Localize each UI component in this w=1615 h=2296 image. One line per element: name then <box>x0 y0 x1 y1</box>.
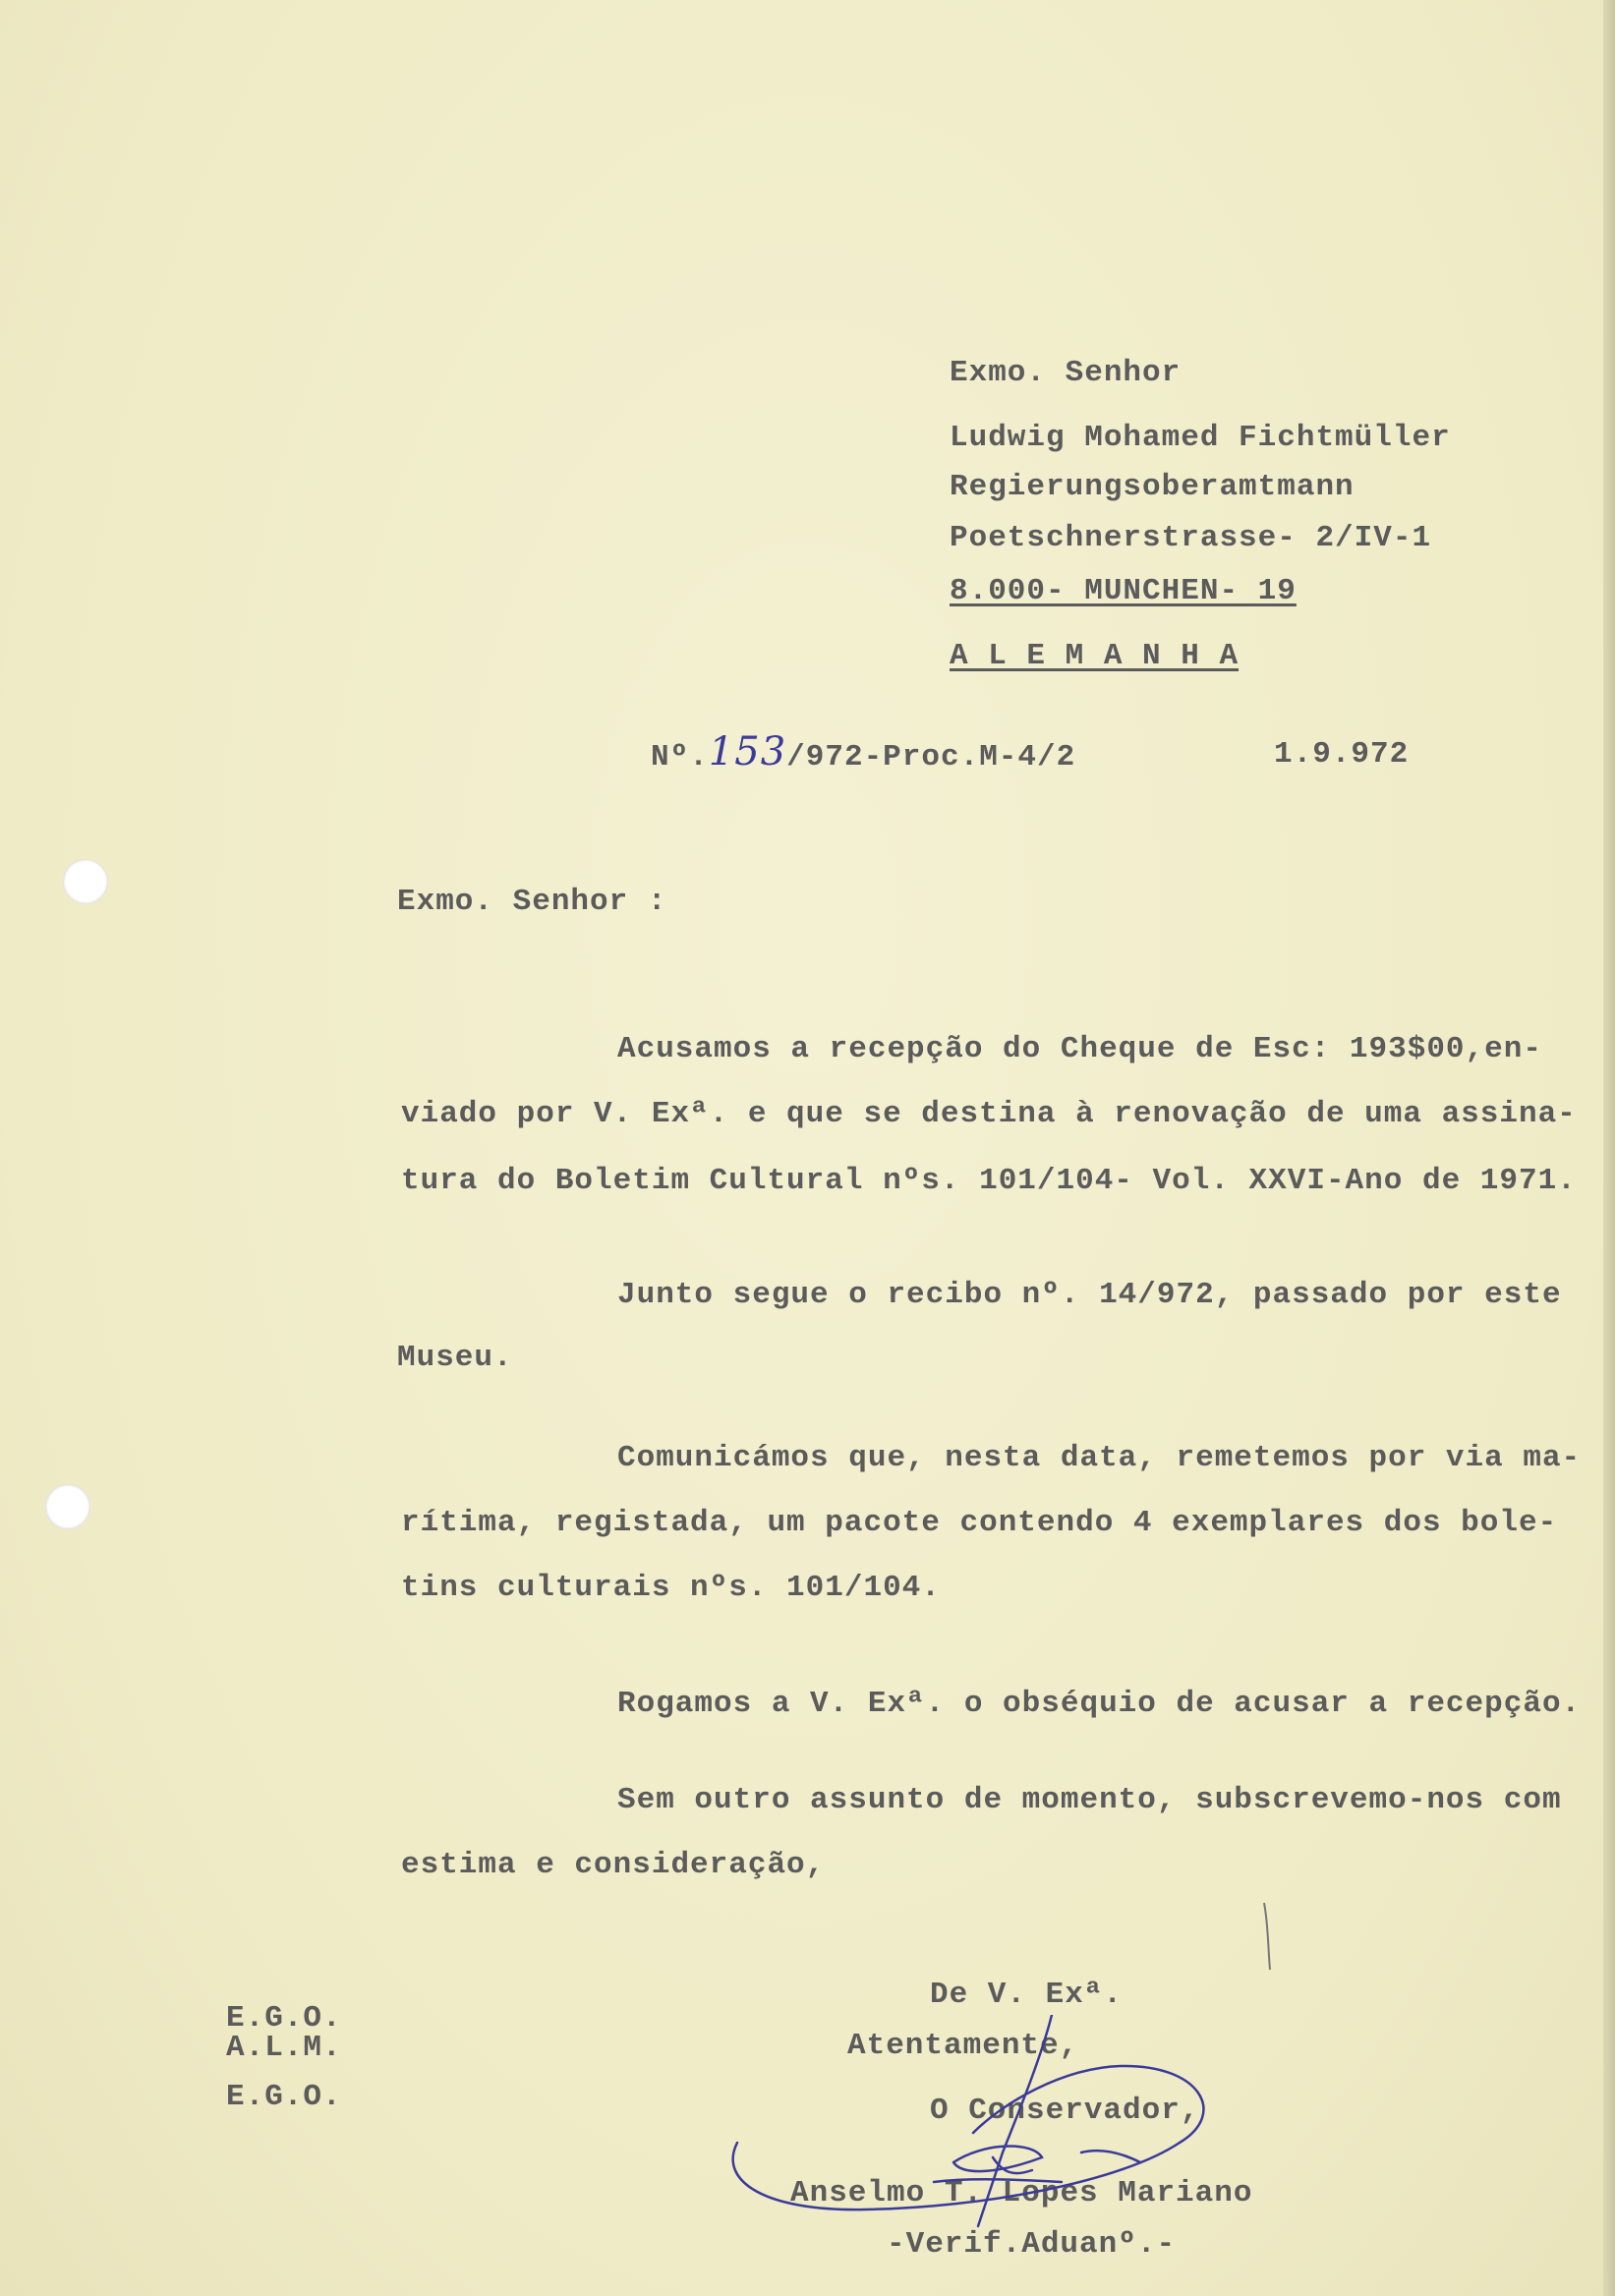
body-line: tura do Boletim Cultural nºs. 101/104- Vol. XXVI-Ano de 1971. <box>401 1164 1577 1198</box>
body-line: viado por V. Exª. e que se destina à renovação de uma assina- <box>401 1097 1577 1131</box>
recipient-street: Poetschnerstrasse- 2/IV-1 <box>950 521 1432 555</box>
closing-line: Atentamente, <box>847 2029 1079 2063</box>
reference-number <box>651 729 1075 775</box>
initials-line: E.G.O. <box>226 2080 342 2114</box>
body-line: estima e consideração, <box>401 1848 826 1882</box>
initials-line: A.L.M. <box>226 2031 342 2065</box>
body-line: Sem outro assunto de momento, subscrevemo-nos com <box>617 1783 1562 1817</box>
body-line: Rogamos a V. Exª. o obséquio de acusar a recepção. <box>617 1687 1582 1721</box>
recipient-salutation: Exmo. Senhor <box>950 356 1182 390</box>
closing-line: O Conservador, <box>930 2094 1200 2128</box>
stray-mark <box>1262 1903 1274 1972</box>
body-line: Junto segue o recibo nº. 14/972, passado por este <box>617 1278 1562 1312</box>
body-line: Comunicámos que, nesta data, remetemos por via ma- <box>617 1441 1582 1475</box>
signer-role: -Verif.Aduanº.- <box>887 2227 1177 2262</box>
punch-hole-lower <box>45 1484 90 1529</box>
body-line: rítima, registada, um pacote contendo 4 exemplares dos bole- <box>401 1506 1558 1540</box>
recipient-city: 8.000- MUNCHEN- 19 <box>950 574 1297 608</box>
body-line: Museu. <box>397 1341 513 1375</box>
letter-date: 1.9.972 <box>1274 737 1410 772</box>
handwritten-number: 153 <box>708 729 787 775</box>
reference-suffix: /972-Proc.M-4/2 <box>786 740 1076 775</box>
recipient-title: Regierungsoberamtmann <box>950 470 1355 504</box>
paper-edge <box>1603 0 1615 2296</box>
closing-line: De V. Exª. <box>930 1978 1124 2012</box>
greeting: Exmo. Senhor : <box>397 885 667 919</box>
recipient-country: A L E M A N H A <box>950 639 1240 673</box>
handwritten-signature <box>708 2015 1258 2241</box>
recipient-name: Ludwig Mohamed Fichtmüller <box>950 421 1451 455</box>
reference-prefix: Nº. <box>651 740 709 775</box>
body-line: Acusamos a recepção do Cheque de Esc: 193$00,en- <box>617 1032 1542 1066</box>
signer-name: Anselmo T. Lopes Mariano <box>790 2176 1253 2210</box>
body-line: tins culturais nºs. 101/104. <box>401 1571 941 1605</box>
initials-line: E.G.O. <box>226 2001 342 2036</box>
punch-hole-upper <box>63 859 108 904</box>
